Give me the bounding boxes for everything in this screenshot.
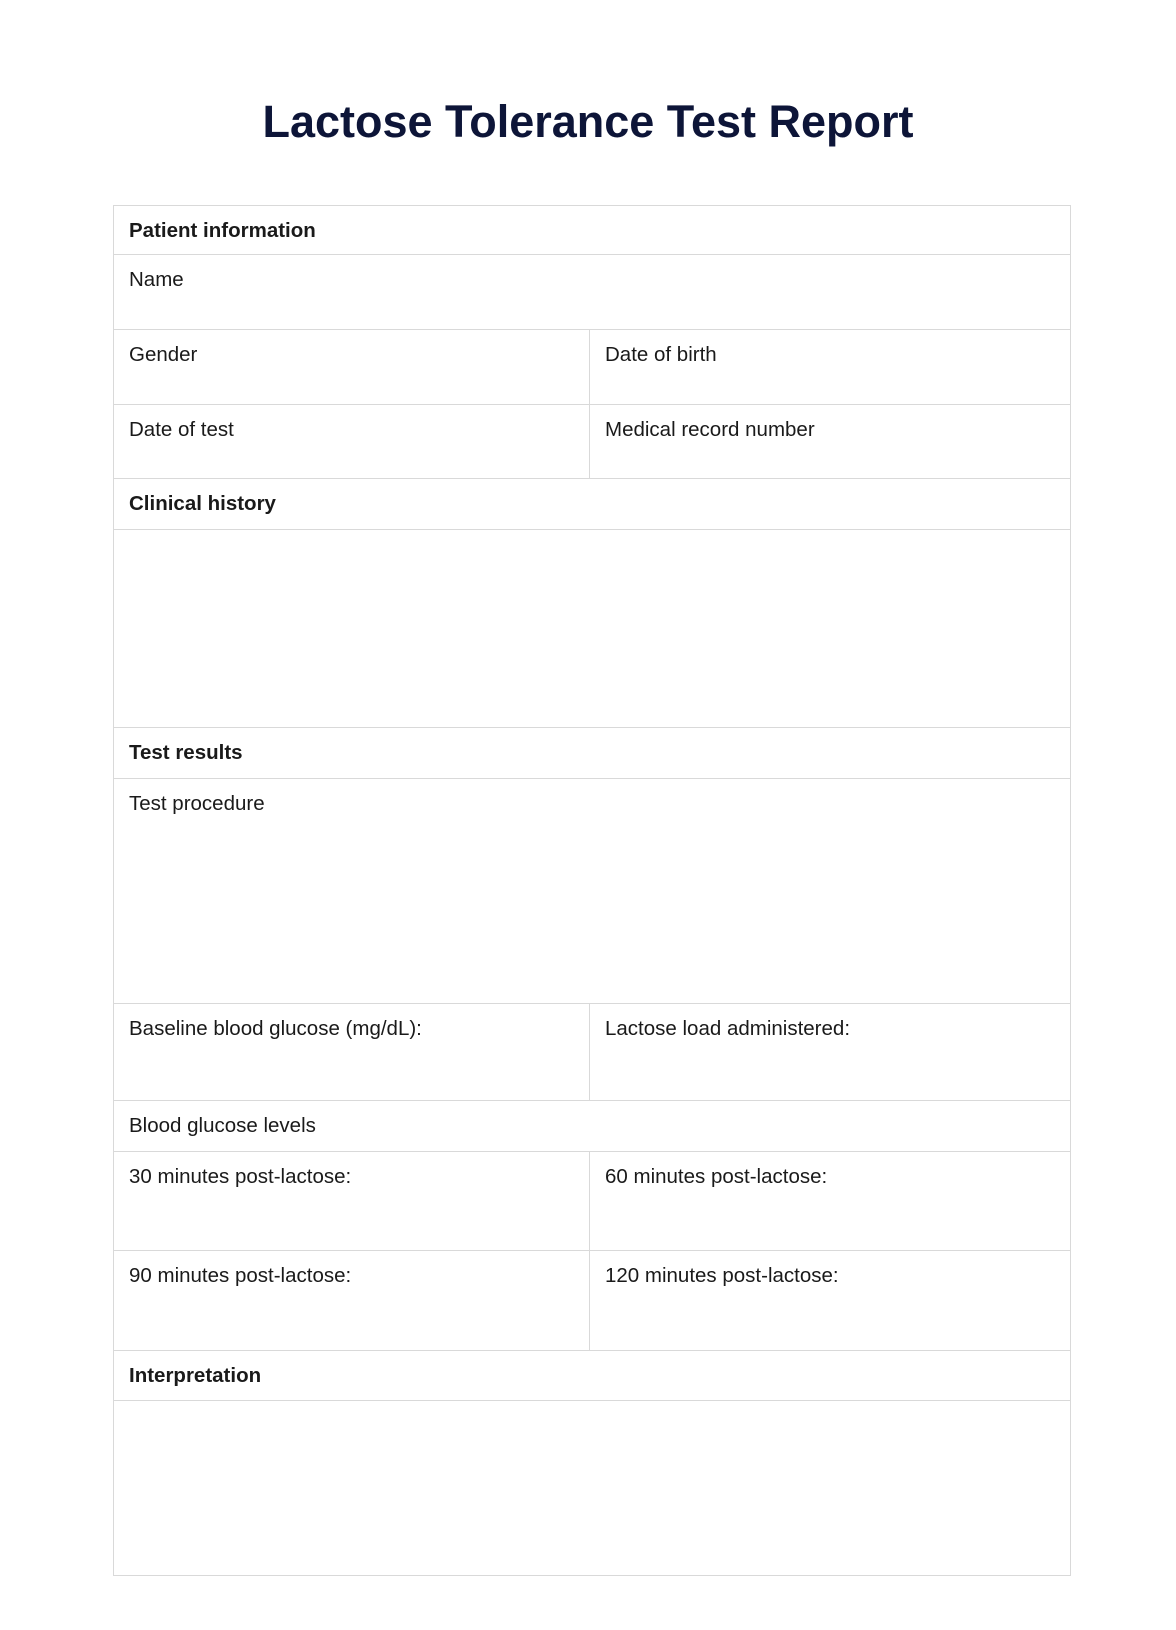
glucose-120min-field[interactable]: 120 minutes post-lactose: (590, 1251, 1071, 1351)
date-of-test-field[interactable]: Date of test (114, 405, 590, 479)
gender-field[interactable]: Gender (114, 330, 590, 405)
glucose-60min-field[interactable]: 60 minutes post-lactose: (590, 1152, 1071, 1251)
medical-record-number-field[interactable]: Medical record number (590, 405, 1071, 479)
test-procedure-field[interactable]: Test procedure (114, 779, 1071, 1004)
interpretation-field[interactable] (114, 1401, 1071, 1576)
clinical-history-field[interactable] (114, 530, 1071, 728)
page-title: Lactose Tolerance Test Report (262, 96, 914, 147)
glucose-90min-field[interactable]: 90 minutes post-lactose: (114, 1251, 590, 1351)
patient-information-heading: Patient information (114, 206, 1071, 255)
blood-glucose-levels-label: Blood glucose levels (114, 1101, 1071, 1152)
glucose-30min-field[interactable]: 30 minutes post-lactose: (114, 1152, 590, 1251)
report-form (113, 205, 1071, 1576)
baseline-glucose-field[interactable]: Baseline blood glucose (mg/dL): (114, 1004, 590, 1101)
interpretation-heading: Interpretation (114, 1351, 1071, 1401)
lactose-load-field[interactable]: Lactose load administered: (590, 1004, 1071, 1101)
clinical-history-heading: Clinical history (114, 479, 1071, 530)
name-field[interactable]: Name (114, 255, 1071, 330)
date-of-birth-field[interactable]: Date of birth (590, 330, 1071, 405)
test-results-heading: Test results (114, 728, 1071, 779)
